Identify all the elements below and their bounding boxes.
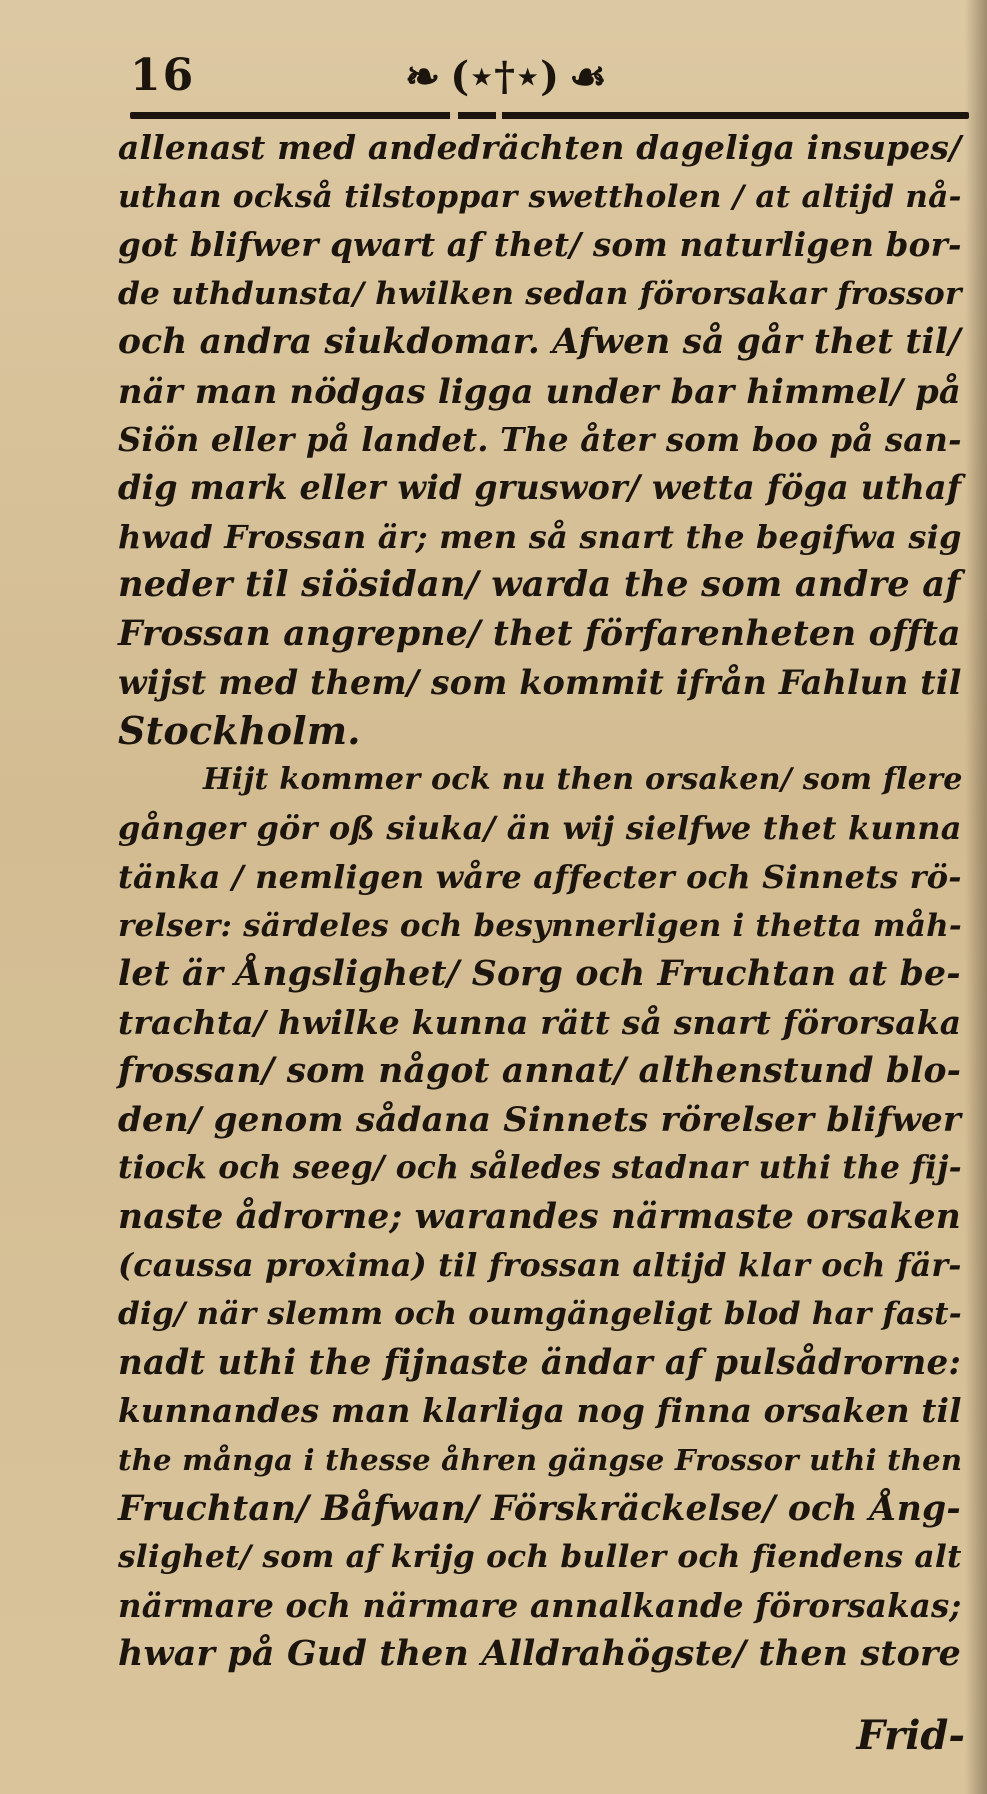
header-rule-gap bbox=[496, 112, 502, 119]
text-line: the många i thesse åhren gängse Frossor uthi then bbox=[118, 1443, 963, 1478]
text-line: relser: särdeles och besynnerligen i thetta måh- bbox=[118, 907, 962, 944]
text-line: let är Ångslighet/ Sorg och Fruchtan at be- bbox=[118, 953, 961, 995]
text-line: trachta/ hwilke kunna rätt så snart förorsaka bbox=[118, 1002, 962, 1042]
text-line: slighet/ som af krijg och buller och fiendens alt bbox=[118, 1539, 962, 1576]
text-line: dig mark eller wid gruswor/ wetta föga uthaf bbox=[118, 468, 962, 508]
text-line: tiock och seeg/ och således stadnar uthi the fij- bbox=[118, 1150, 962, 1187]
text-line: dig/ när slemm och oumgängeligt blod har fast- bbox=[118, 1296, 962, 1333]
catchword: Frid- bbox=[856, 1712, 965, 1759]
text-line: gånger gör oß siuka/ än wij sielfwe thet kunna bbox=[118, 809, 962, 848]
header-rule bbox=[130, 112, 969, 119]
text-line: uthan också tilstoppar swettholen / at altijd nå- bbox=[118, 178, 962, 215]
text-line: (caussa proxima) til frossan altijd klar och fär- bbox=[118, 1246, 962, 1284]
header-rule-gap bbox=[450, 112, 458, 119]
text-line: Siön eller på landet. The åter som boo på san- bbox=[118, 420, 962, 459]
text-line: neder til siösidan/ warda the som andre af bbox=[118, 564, 961, 606]
text-line: got blifwer qwart af thet/ som naturligen bor- bbox=[118, 225, 962, 265]
body-text bbox=[118, 124, 969, 1679]
header-ornament bbox=[405, 46, 705, 106]
running-header bbox=[130, 42, 973, 122]
text-line: hwar på Gud then Alldrahögste/ then store bbox=[118, 1633, 961, 1675]
page-number: 16 bbox=[130, 50, 196, 101]
text-line: och andra siukdomar. Afwen så går thet til/ bbox=[118, 322, 961, 363]
text-line: Fruchtan/ Båfwan/ Förskräckelse/ och Ång- bbox=[118, 1488, 961, 1529]
text-line: kunnandes man klarliga nog finna orsaken til bbox=[118, 1392, 962, 1431]
fleuron-right-icon: ☙ bbox=[569, 51, 607, 101]
text-line: Frossan angrepne/ thet förfarenheten offta bbox=[118, 613, 961, 654]
text-line: naste ådrorne; warandes närmaste orsaken bbox=[118, 1197, 961, 1238]
cross-ornament-icon: (⋆†⋆) bbox=[450, 52, 560, 100]
text-line: nadt uthi the fijnaste ändar af pulsådrorne: bbox=[118, 1342, 962, 1383]
text-line: allenast med andedrächten dageliga insupes/ bbox=[118, 128, 962, 167]
text-line: wijst med them/ som kommit ifrån Fahlun til bbox=[118, 662, 962, 702]
text-line: hwad Frossan är; men så snart the begifwa sig bbox=[118, 517, 962, 556]
text-line: Stockholm. bbox=[118, 708, 361, 754]
fleuron-left-icon: ❧ bbox=[405, 51, 441, 101]
paragraph-start-line: Hijt kommer ock nu then orsaken/ som flere bbox=[203, 761, 963, 797]
text-line: när man nödgas ligga under bar himmel/ på bbox=[118, 370, 962, 411]
text-line: frossan/ som något annat/ althenstund blo- bbox=[118, 1051, 962, 1092]
text-line: närmare och närmare annalkande förorsakas; bbox=[118, 1586, 962, 1625]
text-line: de uthdunsta/ hwilken sedan förorsakar frossor bbox=[118, 275, 962, 312]
text-line: den/ genom sådana Sinnets rörelser blifwer bbox=[118, 1099, 962, 1140]
text-line: tänka / nemligen wåre affecter och Sinnets rö- bbox=[118, 857, 962, 896]
